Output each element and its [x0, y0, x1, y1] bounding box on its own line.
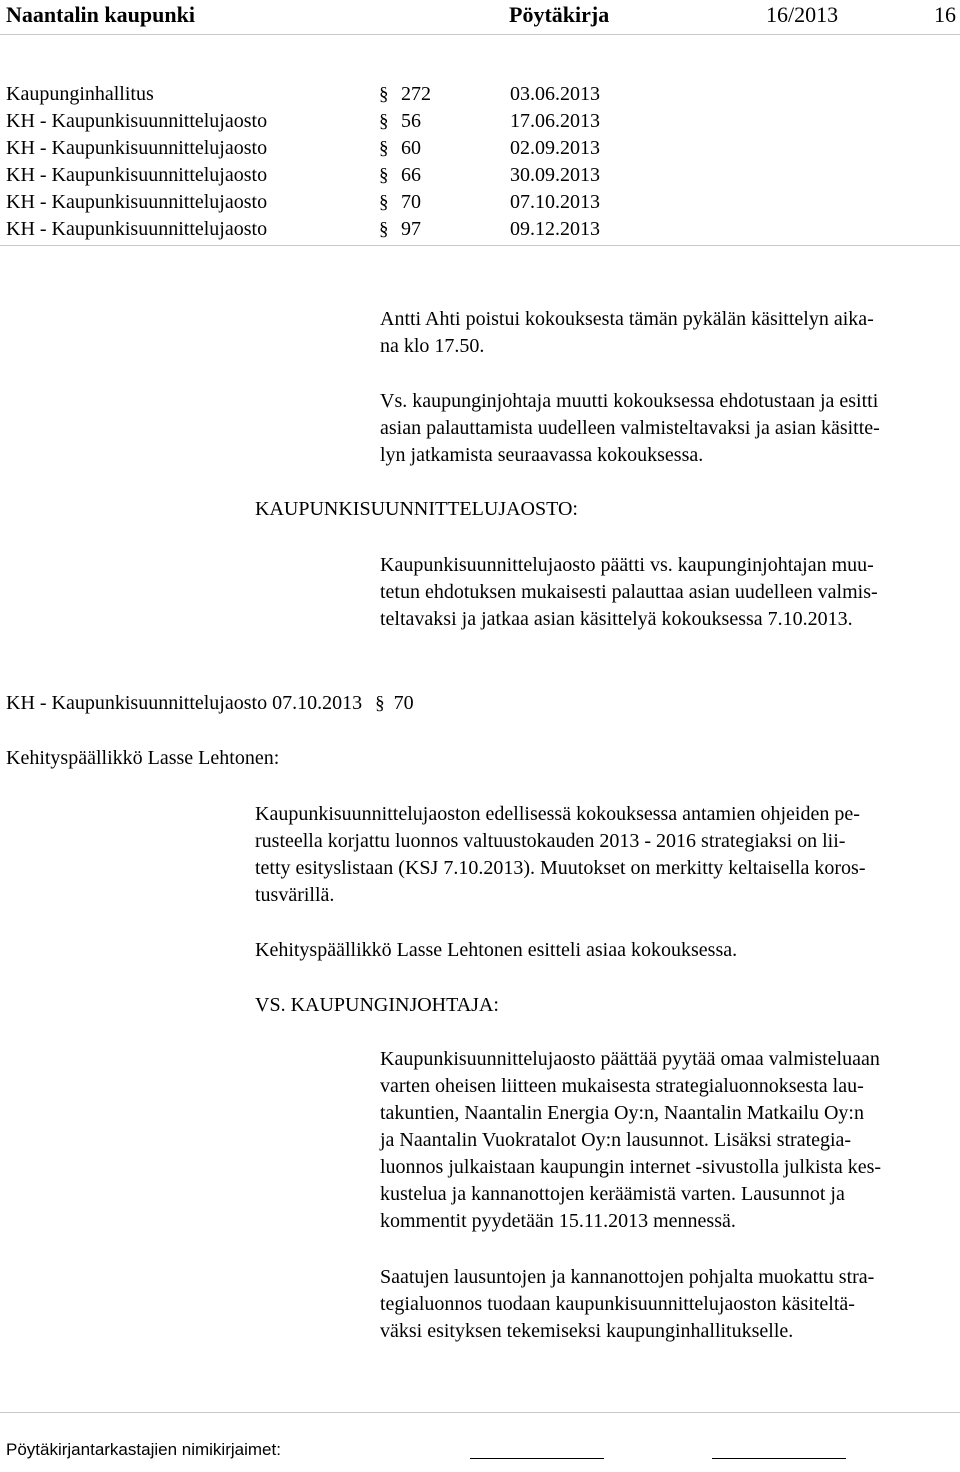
history-number: 70 — [401, 191, 421, 213]
section-symbol-icon: § — [379, 192, 389, 213]
meeting-label: KH - Kaupunkisuunnittelujaosto 07.10.2013 — [6, 692, 363, 714]
history-body: KH - Kaupunkisuunnittelujaosto — [6, 164, 268, 186]
text-line: väksi esityksen tekemiseksi kaupunginhallitukselle. — [380, 1320, 794, 1342]
meeting-number: 70 — [393, 692, 414, 714]
text-line: Saatujen lausuntojen ja kannanottojen pohjalta muokattu stra- — [380, 1266, 875, 1288]
text-line: Antti Ahti poistui kokouksesta tämän pykälän käsittelyn aika- — [380, 308, 874, 330]
section-symbol-icon: § — [379, 111, 389, 132]
signature-line[interactable] — [712, 1458, 846, 1459]
history-number: 56 — [401, 110, 421, 132]
section-symbol-icon: § — [379, 138, 389, 159]
history-date: 09.12.2013 — [510, 218, 600, 240]
paragraph-absence-note — [380, 306, 874, 360]
history-number: 97 — [401, 218, 421, 240]
municipality-name: Naantalin kaupunki — [6, 2, 195, 27]
history-row — [6, 135, 646, 162]
section-symbol-icon: § — [379, 165, 389, 186]
history-date: 17.06.2013 — [510, 110, 600, 132]
text-line: na klo 17.50. — [380, 335, 485, 357]
text-line: takuntien, Naantalin Energia Oy:n, Naantalin Matkailu Oy:n — [380, 1102, 864, 1124]
history-body: Kaupunginhallitus — [6, 83, 154, 105]
text-line: tetun ehdotuksen mukaisesti palauttaa asian uudelleen valmis- — [380, 581, 878, 603]
history-divider — [0, 245, 960, 246]
page-number: 16 — [934, 2, 956, 27]
text-line: tusvärillä. — [255, 884, 335, 906]
text-line: Kaupunkisuunnittelujaoston edellisessä kokouksessa antamien ohjeiden pe- — [255, 803, 860, 825]
history-body: KH - Kaupunkisuunnittelujaosto — [6, 218, 268, 240]
section-symbol-icon: § — [379, 219, 389, 240]
history-body: KH - Kaupunkisuunnittelujaosto — [6, 110, 268, 132]
history-body: KH - Kaupunkisuunnittelujaosto — [6, 137, 268, 159]
meeting-reference — [6, 690, 414, 717]
history-row — [6, 189, 646, 216]
paragraph-mayor-proposal — [380, 1046, 881, 1235]
footer-divider — [0, 1412, 960, 1413]
paragraph-proposal-change — [380, 388, 880, 469]
document-type: Pöytäkirja — [509, 2, 610, 27]
section-symbol-icon: § — [375, 693, 385, 714]
text-line: ja Naantalin Vuokratalot Oy:n lausunnot. Lisäksi strategia- — [380, 1129, 852, 1151]
text-line: asian palauttamista uudelleen valmisteltavaksi ja asian käsitte- — [380, 417, 880, 439]
history-number: 66 — [401, 164, 421, 186]
history-date: 07.10.2013 — [510, 191, 600, 213]
history-row — [6, 216, 646, 243]
text-line: rusteella korjattu luonnos valtuustokauden 2013 - 2016 strategiaksi on lii- — [255, 830, 846, 852]
text-line: Kaupunkisuunnittelujaosto päätti vs. kaupunginjohtajan muu- — [380, 554, 874, 576]
text-line: Kaupunkisuunnittelujaosto päättää pyytää omaa valmisteluaan — [380, 1048, 880, 1070]
section-symbol-icon: § — [379, 84, 389, 105]
text-line: varten oheisen liitteen mukaisesta strategialuonnoksesta lau- — [380, 1075, 864, 1097]
history-number: 272 — [401, 83, 431, 105]
text-line: kustelua ja kannanottojen keräämistä varten. Lausunnot ja — [380, 1183, 845, 1205]
history-body: KH - Kaupunkisuunnittelujaosto — [6, 191, 268, 213]
paragraph-jaosto-decision — [380, 552, 878, 633]
paragraph-strategy-draft — [255, 801, 865, 909]
history-row — [6, 108, 646, 135]
presenter-heading: Kehityspäällikkö Lasse Lehtonen: — [6, 747, 280, 769]
text-line: Vs. kaupunginjohtaja muutti kokouksessa ehdotustaan ja esitti — [380, 390, 879, 412]
history-number: 60 — [401, 137, 421, 159]
history-date: 30.09.2013 — [510, 164, 600, 186]
header-divider — [0, 34, 960, 35]
history-row — [6, 162, 646, 189]
text-line: lyn jatkamista seuraavassa kokouksessa. — [380, 444, 704, 466]
paragraph-presentation: Kehityspäällikkö Lasse Lehtonen esitteli asiaa kokouksessa. — [255, 939, 738, 961]
text-line: luonnos julkaistaan kaupungin internet -sivustolla julkista kes- — [380, 1156, 882, 1178]
paragraph-next-steps — [380, 1264, 874, 1345]
history-date: 03.06.2013 — [510, 83, 600, 105]
history-date: 02.09.2013 — [510, 137, 600, 159]
text-line: tegialuonnos tuodaan kaupunkisuunnittelujaoston käsiteltä- — [380, 1293, 855, 1315]
issue-number: 16/2013 — [766, 2, 839, 27]
mayor-heading: VS. KAUPUNGINJOHTAJA: — [255, 994, 499, 1016]
signatures-label: Pöytäkirjantarkastajien nimikirjaimet: — [6, 1440, 281, 1459]
jaosto-heading: KAUPUNKISUUNNITTELUJAOSTO: — [255, 498, 578, 520]
text-line: tetty esityslistaan (KSJ 7.10.2013). Muutokset on merkitty keltaisella koros- — [255, 857, 866, 879]
text-line: teltavaksi ja jatkaa asian käsittelyä kokouksessa 7.10.2013. — [380, 608, 853, 630]
text-line: kommentit pyydetään 15.11.2013 mennessä. — [380, 1210, 736, 1232]
signature-line[interactable] — [470, 1458, 604, 1459]
history-row — [6, 81, 646, 108]
